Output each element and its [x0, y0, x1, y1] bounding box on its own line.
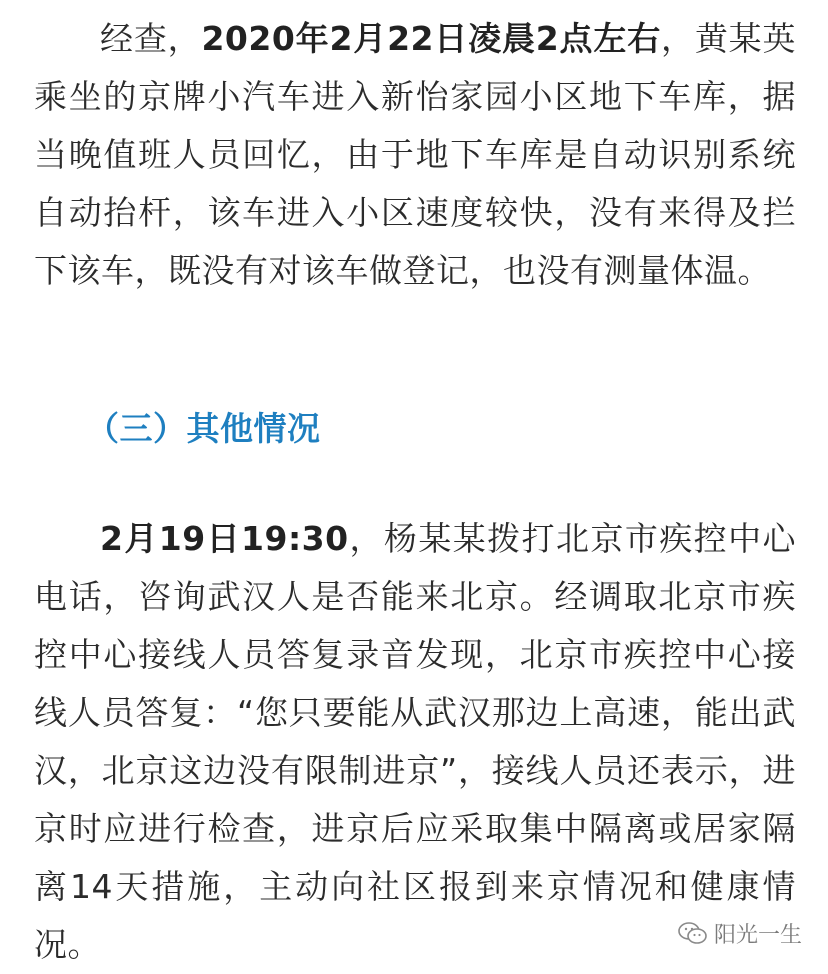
section-heading: （三）其他情况 [86, 409, 321, 448]
wechat-icon [678, 921, 708, 947]
paragraph-text: ，黄某英乘坐的京牌小汽车进入新怡家园小区地下车库，据当晚值班人员回忆，由于地下车库是自动识别系统自动抬杆，该车进入小区速度较快，没有来得及拦下该车，既没有对该车做登记，也没有测量体温。 [34, 19, 796, 290]
bold-date: 2月19日19:30 [100, 519, 349, 558]
watermark [678, 918, 802, 949]
bold-date: 2020年2月22日凌晨2点左右 [201, 19, 662, 58]
paragraph-lead: 经查， [100, 19, 202, 58]
paragraph-investigation [34, 10, 796, 300]
article-body-2 [34, 510, 796, 974]
watermark-text: 阳光一生 [713, 923, 802, 948]
paragraph-text: ，杨某某拨打北京市疾控中心电话，咨询武汉人是否能来北京。经调取北京市疾控中心接线人员答复录音发现，北京市疾控中心接线人员答复：“您只要能从武汉那边上高速，能出武汉，北京这边没有限制进京”，接线人员还表示，进京时应进行检查，进京后应采取集中隔离或居家隔离14天措施，主动向社区报到来京情况和健康情况。 [34, 519, 796, 964]
article-body [34, 10, 796, 300]
paragraph-other-situation [34, 510, 796, 974]
